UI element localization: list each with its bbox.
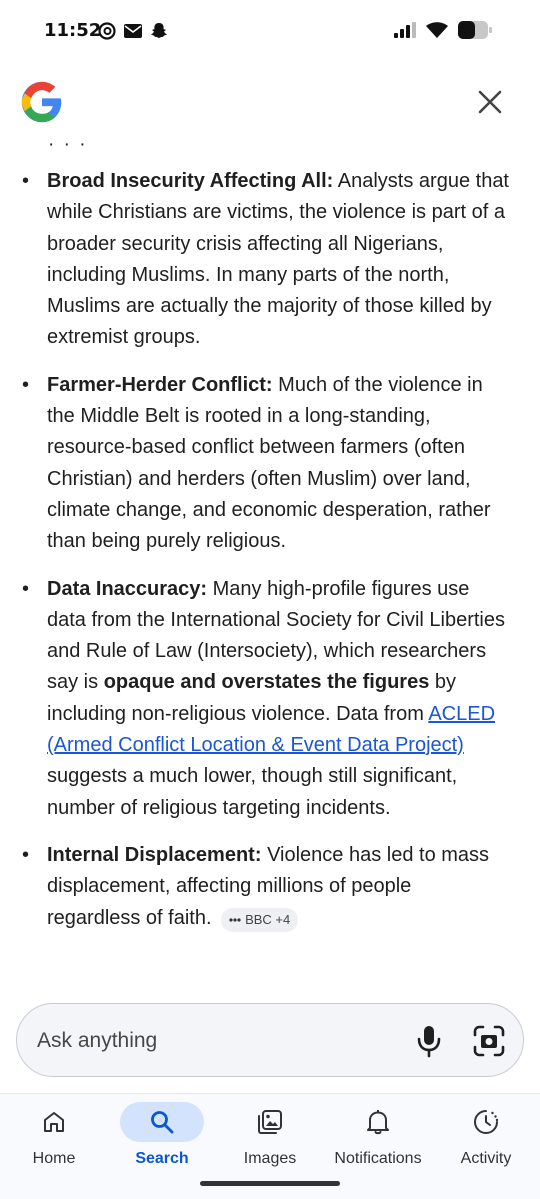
point-title: Broad Insecurity Affecting All: [47,170,334,192]
point-title: Data Inaccuracy: [47,577,208,600]
search-icon [149,1109,175,1135]
nav-label: Images [243,1150,297,1167]
more-sources-icon [229,918,241,922]
ask-bar [16,1003,524,1077]
nav-icon-container [228,1102,312,1142]
point-text: Much of the violence in the Middle Belt is rooted in a long-standing, resource-based conflict between farmers (often Christian) and herders (often Muslim) over land, climate change, and economic desperation, rather than being purely religious. [47,373,491,553]
nav-icon-container [336,1102,420,1142]
list-item [0,370,540,558]
point-title: Internal Displacement: [47,843,262,866]
list-item [0,574,540,824]
bullet-dot: • [22,170,30,192]
point-text: suggests a much lower, though still significant, number of religious targeting incidents. [47,765,458,819]
bullet-dot: • [22,577,30,600]
google-g-icon [20,80,64,124]
images-icon [257,1109,283,1135]
bullet-dot: • [22,373,30,396]
bell-icon [366,1109,390,1135]
snapchat-icon [150,22,168,40]
ask-input[interactable] [37,1022,397,1060]
home-icon [42,1110,66,1134]
source-chip-label: BBC +4 [245,911,291,927]
nav-label: Activity [460,1150,512,1167]
point-text: Violence has led to mass displacement, affecting millions of people regardless of faith. [47,843,490,929]
notification-icons [98,21,168,41]
nav-label: Notifications [334,1150,422,1167]
nav-label: Home [32,1150,76,1167]
signal-icon [394,22,416,38]
nav-activity[interactable] [432,1102,540,1182]
list-item [0,166,540,354]
point-title: Farmer-Herder Conflict: [47,373,273,396]
list-item [0,840,540,934]
bullet-dot: • [22,843,30,866]
app-header [0,62,540,142]
point-text: Many high-profile figures use data from the International Society for Civil Liberties and Rule of Law (Intersociety), which researchers say is [47,577,505,694]
nav-search[interactable] [108,1102,216,1182]
status-bar [0,0,540,62]
nav-label: Search [135,1150,189,1167]
ai-overview-content [0,142,540,982]
point-text: by including non-religious violence. Data from [47,671,457,725]
nav-icon-container [12,1102,96,1142]
nav-home[interactable] [0,1102,108,1182]
source-chip[interactable] [221,908,298,932]
nav-notifications[interactable] [324,1102,432,1182]
status-time: 11:52 [44,20,102,41]
mail-icon [124,24,142,38]
wifi-icon [426,22,448,38]
bullet-list [0,166,540,950]
home-indicator[interactable] [200,1181,340,1186]
point-emphasis: opaque and overstates the figures [103,671,430,694]
battery-icon [458,21,492,39]
system-icons [394,21,492,39]
nav-icon-container [120,1102,204,1142]
nav-images[interactable] [216,1102,324,1182]
nav-icon-container [444,1102,528,1142]
close-icon[interactable] [476,88,504,116]
lens-camera-icon[interactable] [472,1024,506,1058]
microphone-icon[interactable] [413,1024,445,1058]
activity-icon [473,1109,499,1135]
threads-icon [98,21,116,41]
truncated-text: · · · [48,142,88,155]
acled-link[interactable]: ACLED (Armed Conflict Location & Event Data Project) [47,702,496,757]
point-text: Analysts argue that while Christians are victims, the violence is part of a broader security crisis affecting all Nigerians, including Muslims. In many parts of the north, Muslims are actually the majority of those killed by extremist groups. [47,170,509,349]
